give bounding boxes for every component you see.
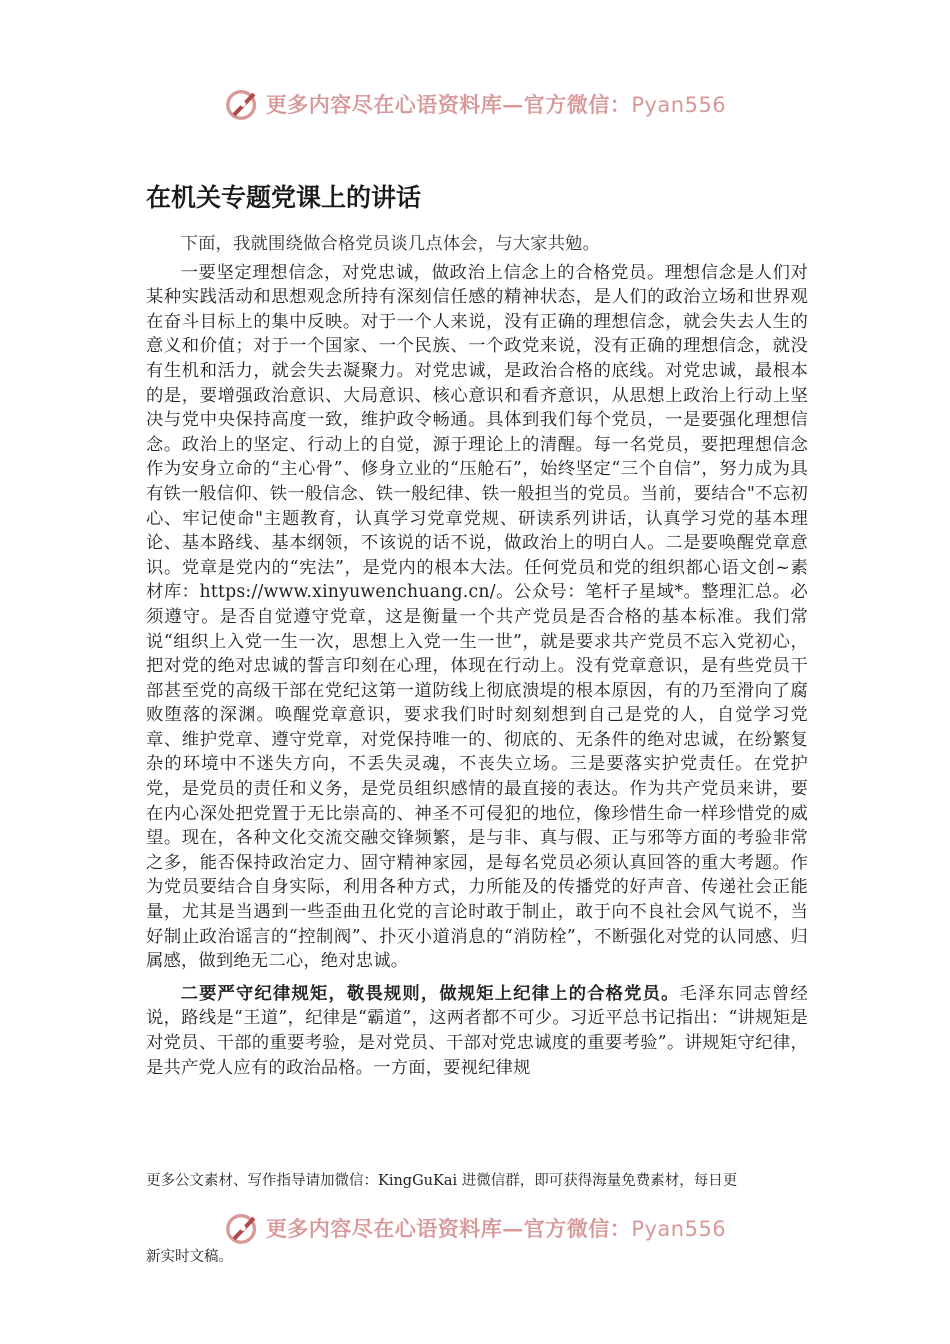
body-paragraph-1: 一要坚定理想信念，对党忠诚，做政治上信念上的合格党员。理想信念是人们对某种实践活动和思想观念所持有深刻信任感的精神状态，是人们的政治立场和世界观在奋斗目标上的集中反映。对于一个人来说，没有正确的理想信念，就会失去人生的意义和价值；对于一个国家、一个民族、一个政党来说，没有正确的理想信念，就没有生机和活力，就会失去凝聚力。对党忠诚，是政治合格的底线。对党忠诚，最根本的是，要增强政治意识、大局意识、核心意识和看齐意识，从思想上政治上行动上坚决与党中央保持高度一致，维护政令畅通。具体到我们每个党员，一是要强化理想信念。政治上的坚定、行动上的自觉，源于理论上的清醒。每一名党员，要把理想信念作为安身立命的“主心骨”、修身立业的“压舱石”，始终坚定“三个自信”，努力成为具有铁一般信仰、铁一般信念、铁一般纪律、铁一般担当的党员。当前，要结合"不忘初心、牢记使命"主题教育，认真学习党章党规、研读系列讲话，认真学习党的基本理论、基本路线、基本纲领，不该说的话不说，做政治上的明白人。二是要唤醒党章意识。党章是党内的“宪法”，是党内的根本大法。任何党员和党的组织都心语文创~素材库：https://www.xinyuwenchuang.cn/。公众号：笔杆子星域*。整理汇总。必须遵守。是否自觉遵守党章，这是衡量一个共产党员是否合格的基本标准。我们常说“组织上入党一生一次，思想上入党一生一世”，就是要求共产党员不忘入党初心，把对党的绝对忠诚的誓言印刻在心理，体现在行动上。没有党章意识，是有些党员干部甚至党的高级干部在党纪这第一道防线上彻底溃堤的根本原因，有的乃至滑向了腐败堕落的深渊。唤醒党章意识，要求我们时时刻刻想到自己是党的人，自觉学习党章、维护党章、遵守党章，对党保持唯一的、彻底的、无条件的绝对忠诚，在纷繁复杂的环境中不迷失方向，不丢失灵魂，不丧失立场。三是要落实护党责任。在党护党，是党员的责任和义务，是党员组织感情的最直接的表达。作为共产党员来讲，要在内心深处把党置于无比崇高的、神圣不可侵犯的地位，像珍惜生命一样珍惜党的威望。现在，各种文化交流交融交锋频繁，是与非、真与假、正与邪等方面的考验非常之多，能否保持政治定力、固守精神家园，是每名党员必须认真回答的重大考题。作为党员要结合自身实际，利用各种方式，力所能及的传播党的好声音、传递社会正能量，尤其是当遇到一些歪曲丑化党的言论时敢于制止，敢于向不良社会风气说不，当好制止政治谣言的“控制阀”、扑灭小道消息的“消防栓”，不断强化对党的认同感、归属感，做到绝无二心，绝对忠诚。 [146, 262, 808, 972]
paragraph-2-text: 毛泽东同志曾经说，路线是“王道”，纪律是“霸道”，这两者都不可少。习近平总书记指出：“讲规矩是对党员、干部的重要考验，是对党员、干部对党忠诚度的重要考验”。讲规矩守纪律，是共产党人应有的政治品格。一方面，要视纪律规 [146, 983, 808, 1078]
watermark-wechat-id: Pyan556 [631, 93, 727, 117]
header-watermark [0, 82, 950, 126]
brush-logo-icon [224, 85, 262, 123]
watermark-wechat-id: Pyan556 [631, 1217, 727, 1241]
watermark-text: 更多内容尽在心语资料库—官方微信：Pyan556 [265, 92, 727, 117]
footer-note-tail: 新实时文稿。 [146, 1249, 233, 1265]
footer-watermark [0, 1206, 950, 1250]
brush-logo-icon [224, 1209, 262, 1247]
body-paragraph-2 [146, 982, 808, 1080]
watermark-text: 更多内容尽在心语资料库—官方微信：Pyan556 [265, 1216, 727, 1241]
intro-paragraph: 下面，我就围绕做合格党员谈几点体会，与大家共勉。 [180, 234, 601, 254]
document-body [146, 232, 808, 1080]
paragraph-2-heading: 二要严守纪律规矩，敬畏规则，做规矩上纪律上的合格党员。 [180, 983, 680, 1004]
footer-note: 更多公文素材、写作指导请加微信：KingGuKai 进微信群，即可获得海量免费素材，每日更 [146, 1173, 738, 1189]
document-title: 在机关专题党课上的讲话 [146, 183, 422, 212]
